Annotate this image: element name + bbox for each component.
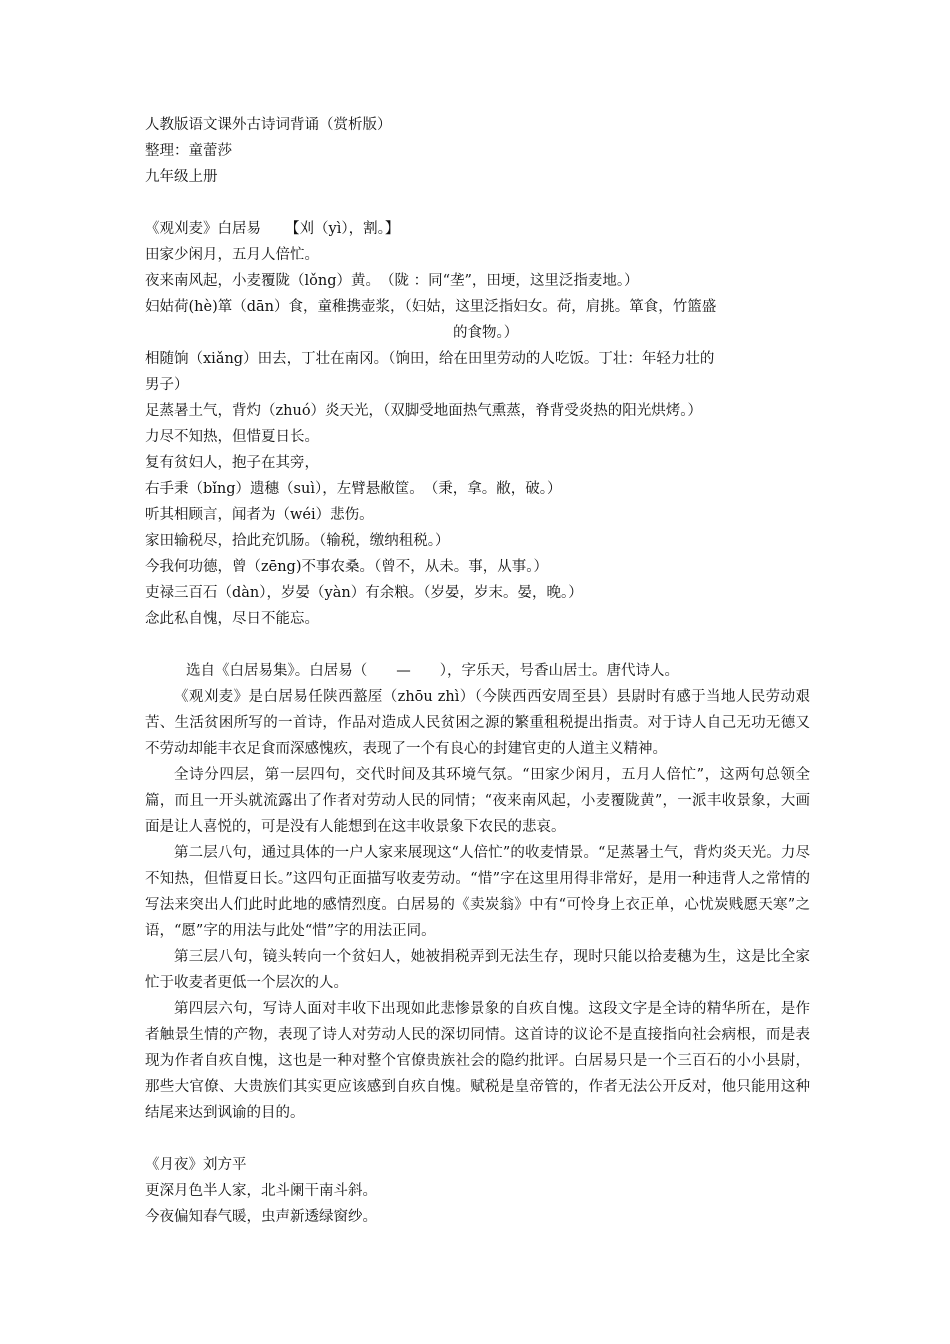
poem-line-continuation: 的食物。） (453, 325, 519, 341)
poem-line: 家田输税尽，拾此充饥肠。（输税，缴纳租税。） (145, 533, 450, 549)
grade-line: 九年级上册 (145, 169, 218, 185)
poem-line: 念此私自愧，尽日不能忘。 (145, 611, 319, 627)
poem-line: 吏禄三百石（dàn），岁晏（yàn）有余粮。（岁晏，岁末。晏，晚。） (145, 585, 583, 601)
poem-line: 夜来南风起，小麦覆陇（lǒng）黄。 （陇 ：同“垄”，田埂，这里泛指麦地。） (145, 273, 639, 289)
spacer (145, 632, 810, 658)
poem2-line: 更深月色半人家，北斗阑干南斗斜。 (145, 1183, 377, 1199)
poem-title: 《观刈麦》白居易 (145, 221, 261, 237)
analysis-paragraph: 《观刈麦》是白居易任陕西盩厔（zhōu zhì）（今陕西西安周至县）县尉时有感于当地人民劳动艰苦、生活贫困所写的一首诗，作品对造成人民贫困之源的繁重租税提出指责。对于诗人自己无功无德又不劳动却能丰衣足食而深感愧疚，表现了一个有良心的封建官吏的人道主义精神。 (145, 689, 810, 757)
analysis-paragraph: 第二层八句，通过具体的一户人家来展现这“人倍忙”的收麦情景。“足蒸暑土气，背灼炎天光。力尽不知热，但惜夏日长。”这四句正面描写收麦劳动。“惜”字在这里用得非常好，是用一种违背人之常情的写法来突出人们此时此地的感情烈度。白居易的《卖炭翁》中有“可怜身上衣正单，心忧炭贱愿天寒”之语，“愿”字的用法与此处“惜”字的用法正同。 (145, 845, 810, 939)
poem-line: 右手秉（bǐng）遗穗（suì），左臂悬敝筐。 （秉，拿。敝，破。） (145, 481, 562, 497)
poem2-title: 《月夜》刘方平 (145, 1157, 247, 1173)
poem-line: 今我何功德，曾（zēng)不事农桑。（曾不，从未。事，从事。） (145, 559, 548, 575)
document-page (145, 112, 810, 1230)
poem-line: 相随饷（xiǎng）田去，丁壮在南冈。（饷田，给在田里劳动的人吃饭。丁壮：年轻力壮的 (145, 351, 715, 367)
poem-line: 复有贫妇人，抱子在其旁， (145, 455, 319, 471)
poem-title-line (145, 216, 810, 242)
poem-line-continuation: 男子） (145, 377, 189, 393)
analysis-section (145, 658, 810, 1126)
spacer (145, 190, 810, 216)
analysis-paragraph: 第四层六句，写诗人面对丰收下出现如此悲惨景象的自疚自愧。这段文字是全诗的精华所在，是作者触景生情的产物，表现了诗人对劳动人民的深切同情。这首诗的议论不是直接指向社会病根，而是表现为作者自疚自愧，这也是一种对整个官僚贵族社会的隐约批评。白居易只是一个三百石的小小县尉，那些大官僚、大贵族们其实更应该感到自疚自愧。赋税是皇帝管的，作者无法公开反对，他只能用这种结尾来达到讽谕的目的。 (145, 1001, 810, 1121)
analysis-paragraph: 全诗分四层，第一层四句，交代时间及其环境气氛。“田家少闲月，五月人倍忙”，这两句总领全篇，而且一开头就流露出了作者对劳动人民的同情；“夜来南风起，小麦覆陇黄”，一派丰收景象，大画面是让人喜悦的，可是没有人能想到在这丰收景象下农民的悲哀。 (145, 767, 810, 835)
poem-line: 田家少闲月，五月人倍忙。 (145, 247, 319, 263)
editor-line: 整理：童蕾莎 (145, 143, 232, 159)
poem-title-note: 【刈（yì），割。】 (285, 221, 400, 237)
poem-line: 力尽不知热，但惜夏日长。 (145, 429, 319, 445)
poem-line: 妇姑荷(hè)箪（dān）食，童稚携壶浆，（妇姑，这里泛指妇女。荷，肩挑。箪食，竹篮盛 (145, 299, 717, 315)
analysis-paragraph: 第三层八句，镜头转向一个贫妇人，她被捐税弄到无法生存，现时只能以拾麦穗为生，这是比全家忙于收麦者更低一个层次的人。 (145, 949, 810, 991)
spacer (145, 1126, 810, 1152)
analysis-intro: 选自《白居易集》。白居易（ — ），字乐天，号香山居士。唐代诗人。 (186, 663, 679, 679)
poem-line: 足蒸暑土气，背灼（zhuó）炎天光，（双脚受地面热气熏蒸，脊背受炎热的阳光烘烤。） (145, 403, 703, 419)
document-title: 人教版语文课外古诗词背诵（赏析版） (145, 117, 392, 133)
poem-line: 听其相顾言，闻者为（wéi）悲伤。 (145, 507, 374, 523)
poem2-line: 今夜偏知春气暖，虫声新透绿窗纱。 (145, 1209, 377, 1225)
